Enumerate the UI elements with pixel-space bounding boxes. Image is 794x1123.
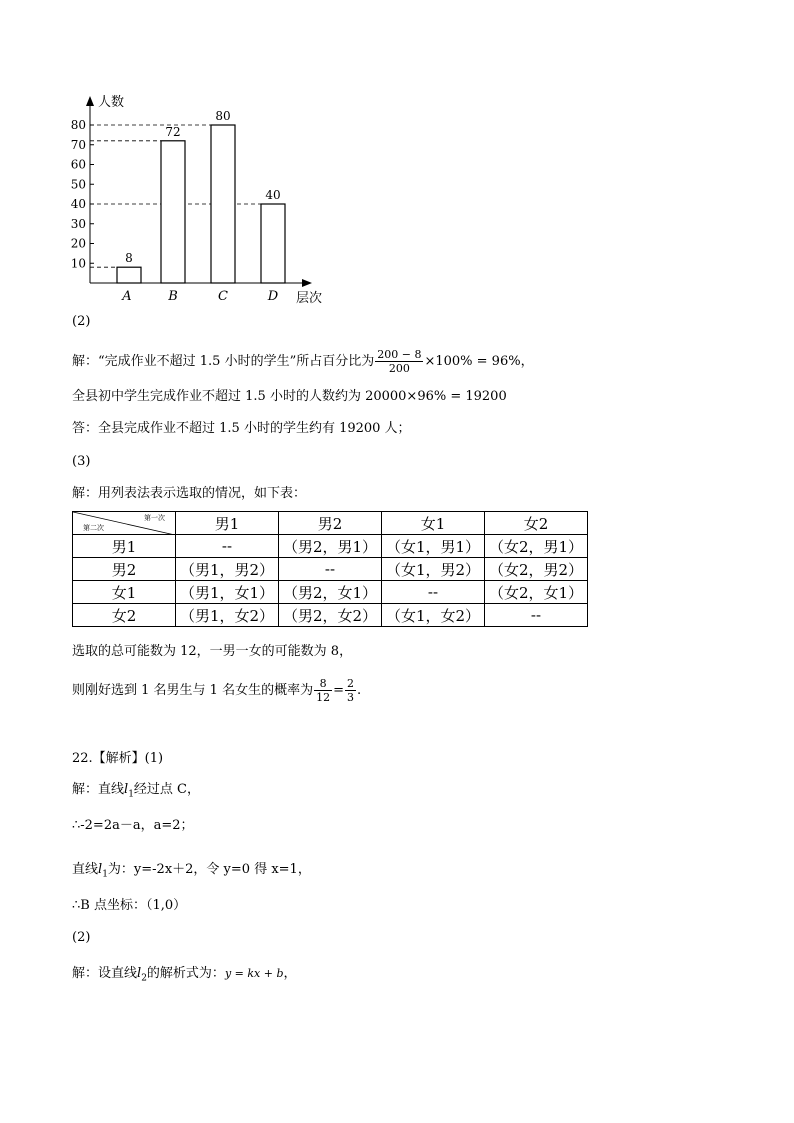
line-subscript: 2: [141, 973, 147, 984]
total-outcomes-line: 选取的总可能数为 12，一男一女的可能数为 8，: [72, 644, 353, 659]
bar-D: [261, 204, 285, 283]
fraction-denominator: 200: [388, 362, 410, 375]
table-row: [73, 558, 588, 581]
bar-data-label: 72: [165, 124, 181, 139]
table-row: [73, 535, 588, 558]
q22-line5-pre: 解：设直线: [72, 966, 138, 981]
percent-fraction: [375, 348, 423, 375]
table-cell: （女2，女1）: [485, 581, 588, 604]
q22-line5: [72, 965, 297, 988]
fraction-numerator: 200 − 8: [377, 348, 422, 361]
y-tick-label: 30: [70, 216, 86, 231]
q22-line2: ∴-2=2a－a，a=2；: [72, 818, 194, 833]
table-cell: （男2，女1）: [279, 581, 382, 604]
q22-line1: [72, 781, 200, 804]
table-cell: （女1，女2）: [382, 604, 485, 627]
line-symbol: l: [124, 782, 129, 797]
probability-line: [72, 677, 361, 705]
line-subscript: 1: [102, 869, 108, 880]
bar-C: [211, 125, 235, 283]
table-cell: （男1，女1）: [176, 581, 279, 604]
table-header-cell: 女2: [485, 512, 588, 535]
x-category-label: B: [168, 289, 178, 304]
line-symbol: l: [98, 862, 103, 877]
equals-sign: =: [333, 683, 344, 698]
part2-label: (2): [72, 314, 91, 329]
q22-line5-post: ，: [283, 966, 297, 981]
q22-line5-mid: 的解析式为：: [146, 966, 225, 981]
table-header-cell: 女1: [382, 512, 485, 535]
corner-bottom-label: 第二次: [83, 524, 104, 532]
row-label: 女2: [73, 604, 176, 627]
table-cell: （男1，男2）: [176, 558, 279, 581]
y-axis-label: 人数: [98, 95, 125, 110]
bar-B: [161, 141, 185, 283]
q22-line3-post: 为：y=-2x＋2，令 y=0 得 x=1，: [107, 862, 311, 877]
y-tick-label: 70: [70, 137, 86, 152]
table-cell: --: [485, 604, 588, 627]
part2-solution-prefix: 解：“完成作业不超过 1.5 小时的学生”所占百分比为: [72, 354, 375, 369]
y-axis-arrow: [86, 96, 94, 106]
table-cell: （男1，女2）: [176, 604, 279, 627]
part3-intro: 解：用列表法表示选取的情况，如下表：: [72, 486, 307, 501]
probability-prefix: 则刚好选到 1 名男生与 1 名女生的概率为: [72, 683, 314, 698]
part3-label: (3): [72, 454, 91, 469]
q22-line3: [72, 861, 311, 884]
bar-chart: [60, 88, 350, 310]
fraction-numerator: 8: [314, 677, 332, 691]
fraction-denominator: 12: [316, 691, 331, 704]
bar-A: [117, 267, 141, 283]
x-category-label: A: [122, 289, 132, 304]
table-cell: --: [279, 558, 382, 581]
probability-suffix: .: [356, 683, 362, 698]
q22-line1-post: 经过点 C，: [133, 782, 201, 797]
part2-solution-suffix: ×100% = 96%，: [424, 354, 534, 369]
part2-answer-line: 答：全县完成作业不超过 1.5 小时的学生约有 19200 人；: [72, 421, 411, 436]
table-corner-cell: [73, 512, 176, 535]
bar-data-label: 80: [215, 109, 231, 123]
q22-header: 22.【解析】(1): [72, 751, 164, 766]
table-cell: （男2，女2）: [279, 604, 382, 627]
fraction-denominator: 3: [346, 691, 354, 704]
table-header-cell: 男1: [176, 512, 279, 535]
corner-top-label: 第一次: [144, 514, 165, 522]
table-cell: （女2，男2）: [485, 558, 588, 581]
x-category-label: D: [267, 289, 279, 304]
line-symbol: l: [137, 966, 142, 981]
table-cell: （女1，男2）: [382, 558, 485, 581]
y-tick-label: 20: [70, 236, 86, 251]
table-cell: （女2，男1）: [485, 535, 588, 558]
part2-estimate-line: 全县初中学生完成作业不超过 1.5 小时的人数约为 20000×96% = 19200: [72, 389, 507, 404]
x-axis-arrow: [302, 279, 312, 287]
q22-line4: ∴B 点坐标：（1,0）: [72, 898, 187, 913]
q22-line3-pre: 直线: [72, 862, 99, 877]
probability-fraction-2: [345, 677, 356, 704]
x-axis-label: 层次: [296, 291, 323, 306]
y-tick-label: 40: [70, 197, 86, 211]
row-label: 女1: [73, 581, 176, 604]
line-formula: y = kx + b: [224, 967, 284, 980]
table-cell: --: [176, 535, 279, 558]
fraction-numerator: 2: [346, 677, 354, 690]
table-header-cell: 男2: [279, 512, 382, 535]
bar-data-label: 40: [265, 188, 281, 202]
q22-line1-pre: 解：直线: [72, 782, 125, 797]
table-cell: （女1，男1）: [382, 535, 485, 558]
y-tick-label: 50: [70, 177, 86, 192]
y-tick-label: 10: [70, 256, 86, 271]
y-tick-label: 60: [70, 157, 86, 172]
table-row: [73, 581, 588, 604]
table-row: [73, 604, 588, 627]
x-category-label: C: [218, 289, 228, 304]
y-tick-label: 80: [70, 118, 86, 132]
part2-solution-line: [72, 348, 534, 376]
line-subscript: 1: [128, 789, 134, 800]
row-label: 男1: [73, 535, 176, 558]
probability-fraction-1: [314, 677, 332, 704]
row-label: 男2: [73, 558, 176, 581]
table-header-row: [73, 512, 588, 535]
table-cell: （男2，男1）: [279, 535, 382, 558]
selection-table: [72, 511, 588, 627]
bar-data-label: 8: [125, 251, 133, 266]
q22-part2-label: (2): [72, 930, 91, 945]
table-cell: --: [382, 581, 485, 604]
